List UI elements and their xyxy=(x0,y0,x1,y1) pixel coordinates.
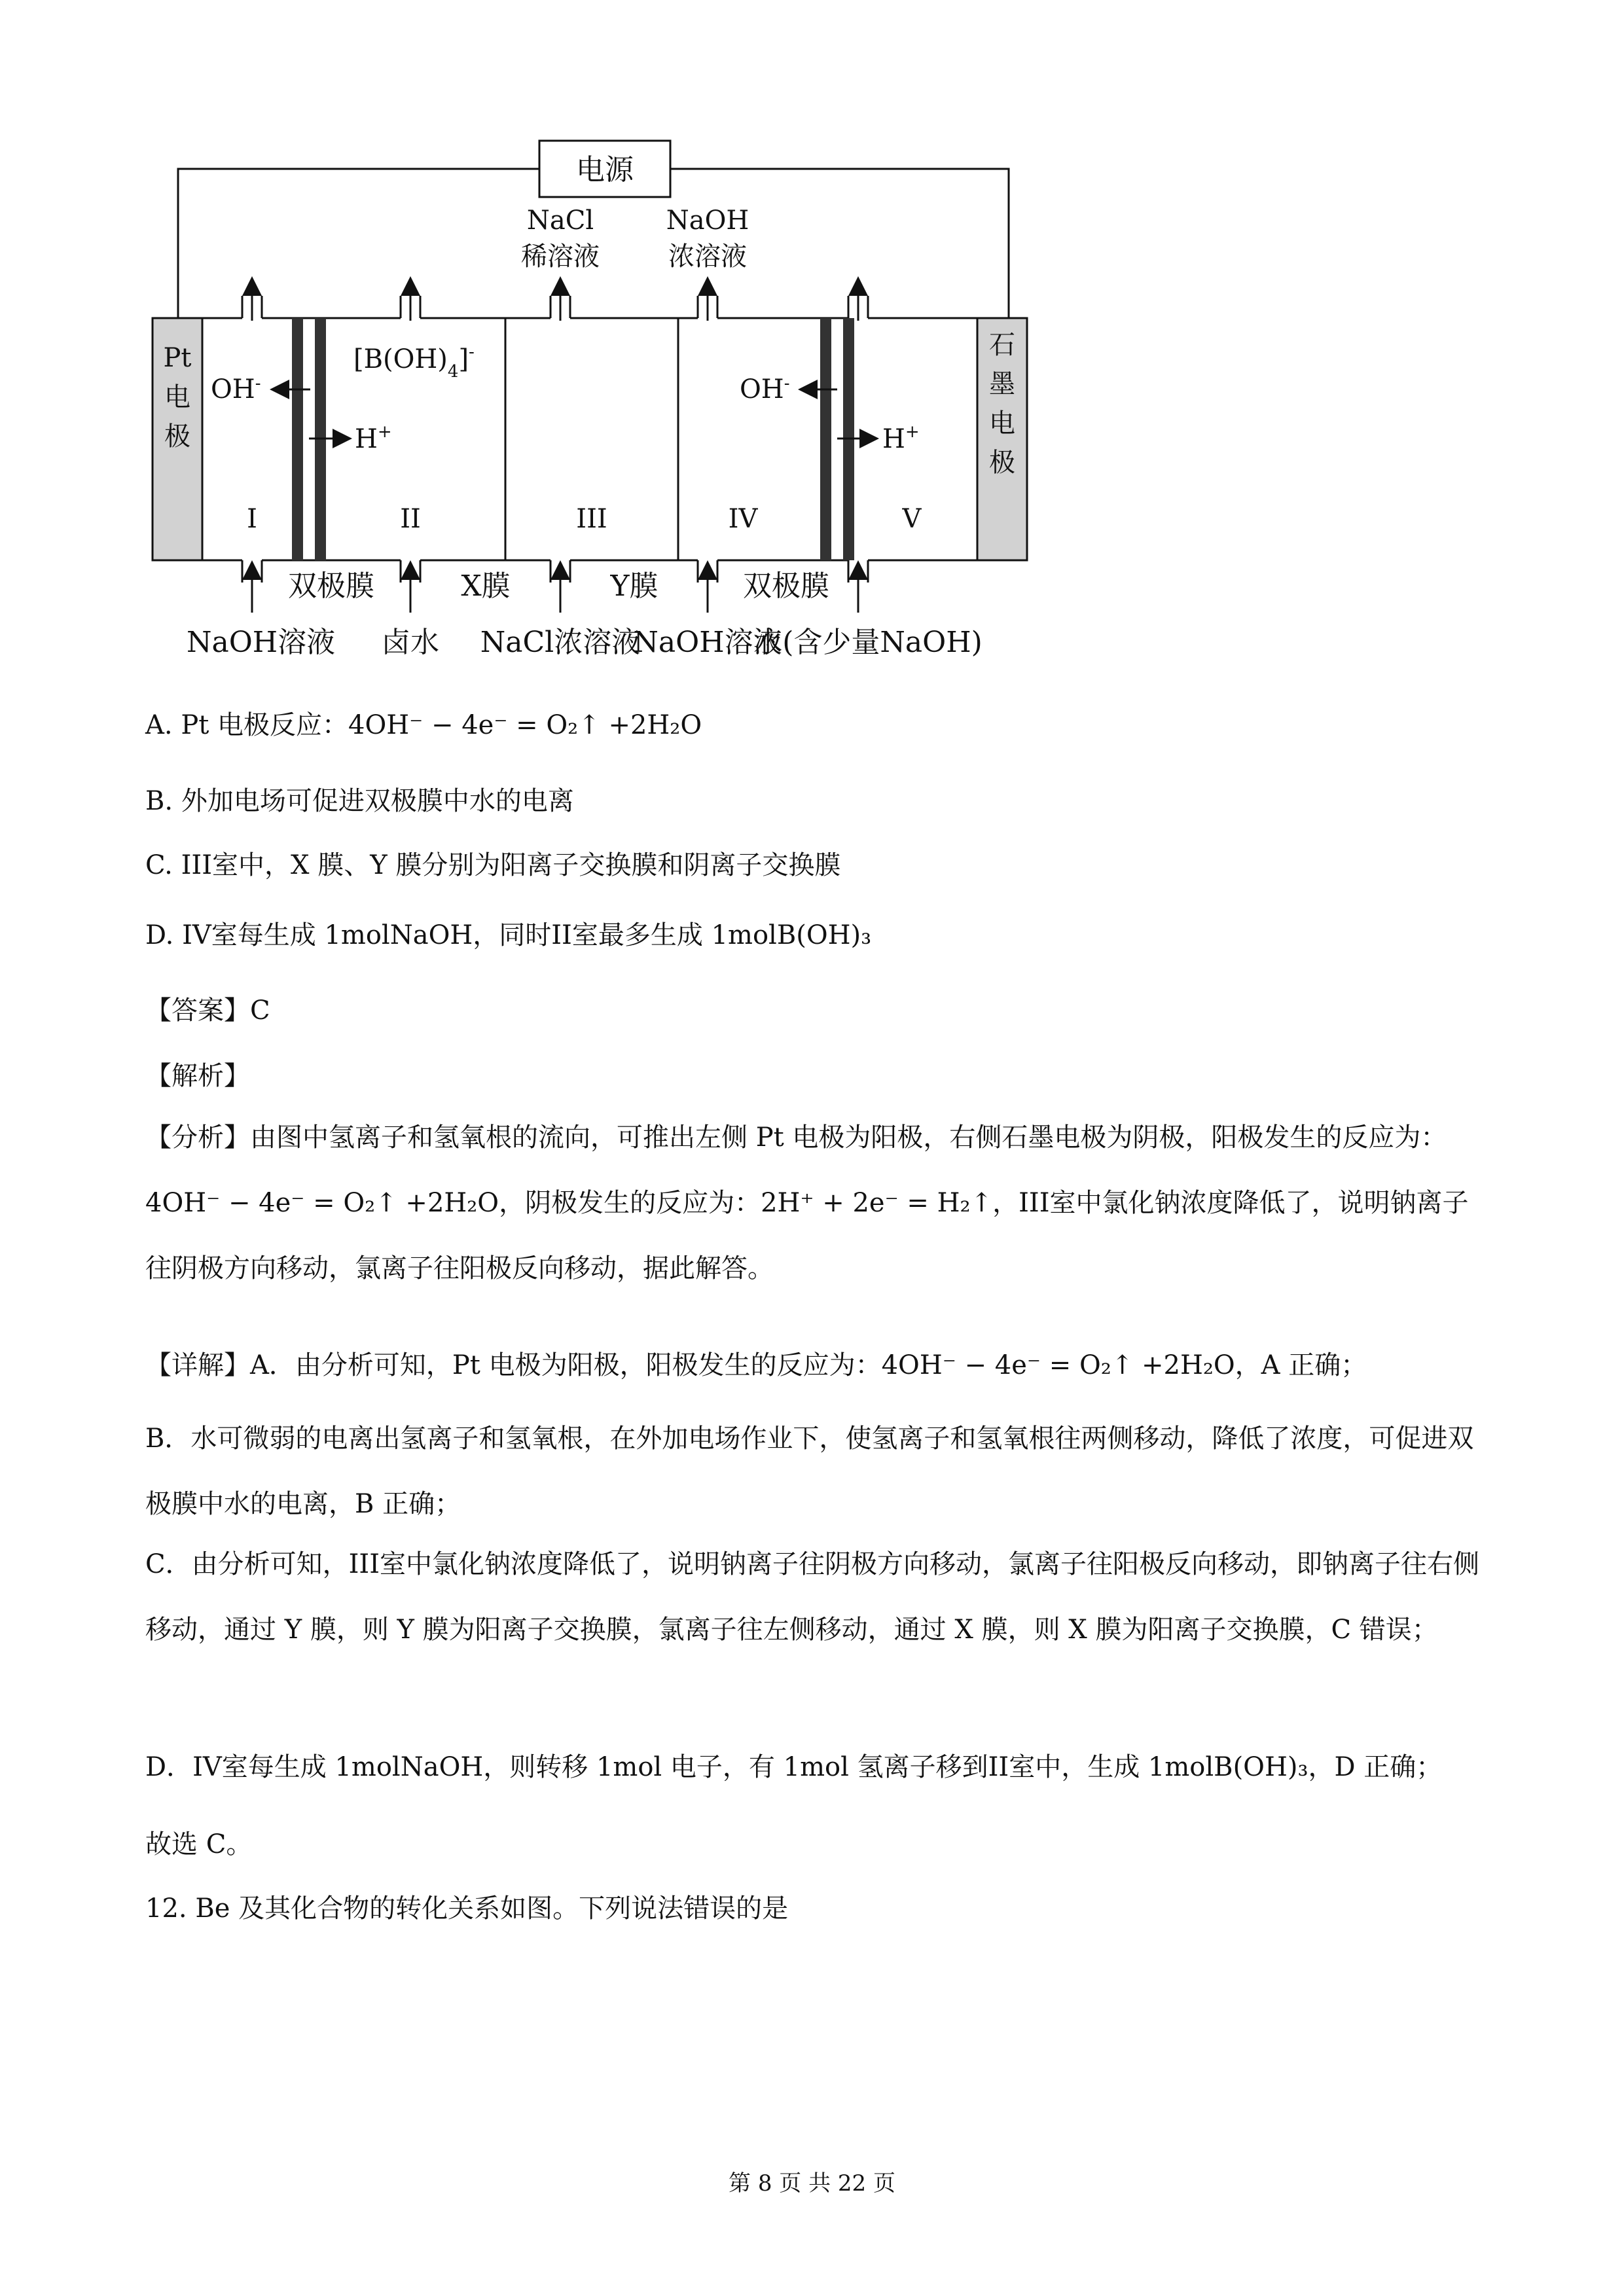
answer: 【答案】C xyxy=(145,996,270,1026)
detail-c: C．由分析可知，III室中氯化钠浓度降低了，说明钠离子往阴极方向移动，氯离子往阳极反向移动，即钠离子往右侧移动，通过 Y 膜，则 Y 膜为阳离子交换膜，氯离子往左侧移动，通过 X 膜，则 X 膜为阳离子交换膜，C 错误； xyxy=(145,1549,1480,1645)
chamber-2: II xyxy=(400,504,421,534)
input-nacl-conc: NaCl浓溶液 xyxy=(480,626,641,659)
chamber-5: V xyxy=(902,504,922,534)
membrane-label-bipolar-right: 双极膜 xyxy=(743,569,829,603)
outlet-naoh-conc-line2: 浓溶液 xyxy=(668,242,747,272)
ion-oh-left: OH- xyxy=(211,374,261,404)
ion-h-left: H+ xyxy=(355,422,392,454)
input-naoh-right: NaOH溶液 xyxy=(633,626,782,659)
option-d: D. IV室每生成 1molNaOH，同时II室最多生成 1molB(OH)₃ xyxy=(145,920,872,950)
electrolysis-cell-diagram xyxy=(131,131,1146,674)
option-b: B. 外加电场可促进双极膜中水的电离 xyxy=(145,786,574,816)
input-water: 水(含少量NaOH) xyxy=(753,626,983,659)
detail-b: B．水可微弱的电离出氢离子和氢氧根，在外加电场作业下，使氢离子和氢氧根往两侧移动，降低了浓度，可促进双极膜中水的电离，B 正确； xyxy=(145,1424,1474,1519)
graphite-electrode xyxy=(977,318,1027,560)
pt-electrode-label-1: Pt xyxy=(163,343,192,373)
pt-electrode-label-2: 电 xyxy=(164,382,190,412)
ion-oh-right: OH- xyxy=(740,374,790,404)
input-naoh-left: NaOH溶液 xyxy=(187,626,336,659)
next-question: 12. Be 及其化合物的转化关系如图。下列说法错误的是 xyxy=(145,1893,789,1924)
outlet-naoh-conc-line1: NaOH xyxy=(666,206,749,236)
ion-borate: $[B(OH)_4]^-$ xyxy=(353,342,475,382)
analysis-paragraph: 【分析】由图中氢离子和氢氧根的流向，可推出左侧 Pt 电极为阳极，右侧石墨电极为阴极，阳极发生的反应为：4OH⁻ − 4e⁻ = O₂↑ +2H₂O，阴极发生的反应为：2H⁺ + 2e⁻ = H₂↑，III室中氯化钠浓度降低了，说明钠离子往阴极方向移动，氯离子往阳极反向移动，据此解答。 xyxy=(145,1122,1469,1283)
input-brine: 卤水 xyxy=(382,626,439,659)
graphite-electrode-label-1: 石 xyxy=(989,330,1015,360)
outlet-nacl-dilute-line1: NaCl xyxy=(526,206,594,236)
option-c: C. III室中，X 膜、Y 膜分别为阳离子交换膜和阴离子交换膜 xyxy=(145,850,841,880)
page-footer: 第 8 页 共 22 页 xyxy=(729,2170,895,2197)
chamber-4: IV xyxy=(728,504,758,534)
chamber-1: I xyxy=(247,504,257,534)
power-label: 电源 xyxy=(576,153,634,187)
pt-electrode-label-3: 极 xyxy=(164,422,190,452)
detail-d: D．IV室每生成 1molNaOH，则转移 1mol 电子，有 1mol 氢离子移到II室中，生成 1molB(OH)₃，D 正确； xyxy=(145,1752,1443,1782)
pt-electrode xyxy=(153,318,202,560)
membrane-label-bipolar-left: 双极膜 xyxy=(288,569,374,603)
membrane-label-y: Y膜 xyxy=(610,569,659,603)
membrane-label-x: X膜 xyxy=(461,569,511,603)
conclusion: 故选 C。 xyxy=(145,1829,253,1859)
graphite-electrode-label-4: 极 xyxy=(989,448,1015,478)
outlet-arrows xyxy=(252,280,858,321)
outlet-nacl-dilute-line2: 稀溶液 xyxy=(521,242,600,272)
graphite-electrode-label-3: 电 xyxy=(989,408,1015,439)
chamber-3: III xyxy=(576,504,607,534)
option-a: A. Pt 电极反应：4OH⁻ − 4e⁻ = O₂↑ +2H₂O xyxy=(145,710,702,740)
power-source-box xyxy=(539,141,670,197)
ion-h-right: H+ xyxy=(882,422,920,454)
graphite-electrode-label-2: 墨 xyxy=(989,369,1015,399)
analysis-heading: 【解析】 xyxy=(145,1061,250,1091)
detail-a: 【详解】A．由分析可知，Pt 电极为阳极，阳极发生的反应为：4OH⁻ − 4e⁻ = O₂↑ +2H₂O，A 正确； xyxy=(145,1350,1367,1380)
